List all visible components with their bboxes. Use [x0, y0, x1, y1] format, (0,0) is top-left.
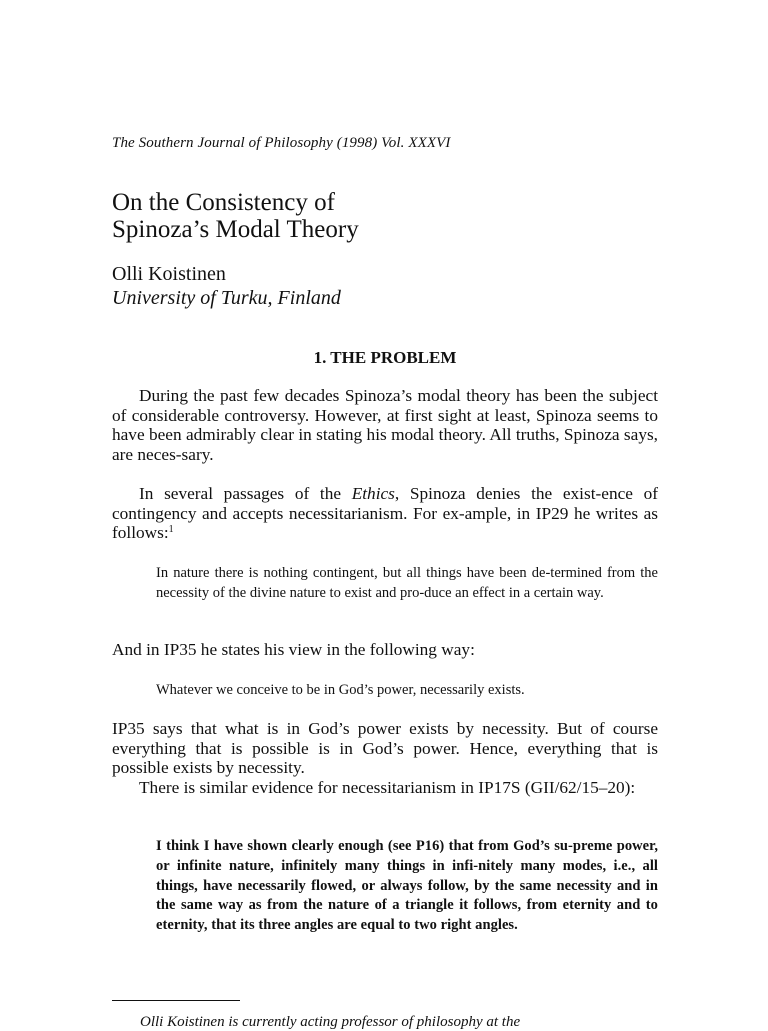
ethics-title: Ethics: [351, 484, 395, 503]
block-quote-2: Whatever we conceive to be in God’s power, necessarily exists.: [156, 682, 525, 698]
footnote-divider: [112, 1000, 240, 1001]
paragraph-2: [112, 484, 658, 543]
paragraph-4: IP35 says that what is in God’s power exists by necessity. But of course everything that is possible is in God’s power. Hence, everything that is possible exists by necessity.: [112, 719, 658, 777]
title-line-1: On the Consistency of: [112, 189, 335, 216]
title-line-2: Spinoza’s Modal Theory: [112, 216, 359, 243]
paragraph-2-text-b: , Spinoza denies the exist-ence of contingency and accepts necessitarianism. For ex-ample, in IP29 he writes as follows:: [112, 484, 658, 542]
author-block: [112, 262, 341, 310]
author-name: Olli Koistinen: [112, 263, 226, 285]
footnote-text: Olli Koistinen is currently acting professor of philosophy at the: [140, 1014, 521, 1030]
journal-citation: The Southern Journal of Philosophy (1998) Vol. XXXVI: [112, 135, 451, 151]
footnote-marker: 1: [168, 524, 174, 535]
paragraph-3: And in IP35 he states his view in the following way:: [112, 640, 475, 659]
paragraph-5: There is similar evidence for necessitarianism in IP17S (GII/62/15–20):: [139, 778, 636, 797]
paragraph-2-text-a: In several passages of the: [139, 484, 352, 503]
block-quote-1: In nature there is nothing contingent, but all things have been de-termined from the necessity of the divine nature to exist and pro-duce an effect in a certain way.: [156, 565, 658, 601]
article-title: [112, 189, 359, 243]
block-quote-3: I think I have shown clearly enough (see P16) that from God’s su-preme power, or infinite nature, infinitely many things in infi-nitely many modes, i.e., all things, have necessarily flowed, or always follow, by the same necessity and in the same way as from the nature of a triangle it follows, from eternity and to eternity, that its three angles are equal to two right angles.: [156, 838, 658, 934]
section-heading: 1. THE PROBLEM: [313, 348, 457, 367]
author-affiliation: University of Turku, Finland: [112, 287, 341, 309]
paragraph-1: During the past few decades Spinoza’s modal theory has been the subject of considerable controversy. However, at first sight at least, Spinoza seems to have been admirably clear in stating his modal theory. All truths, Spinoza says, are neces-sary.: [112, 386, 658, 464]
